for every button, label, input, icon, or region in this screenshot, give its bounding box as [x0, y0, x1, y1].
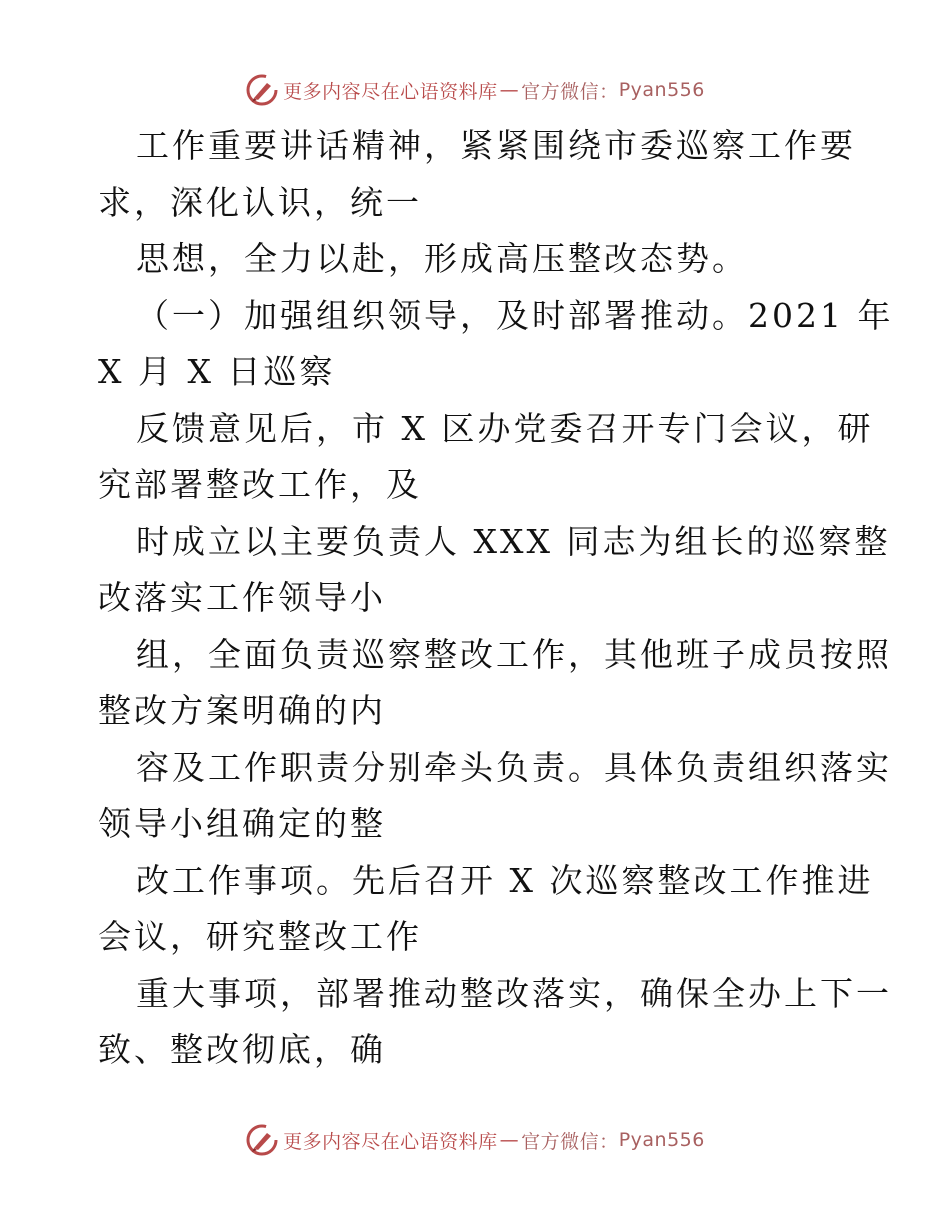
body-text-line: 时成立以主要负责人 XXX 同志为组长的巡察整	[136, 521, 891, 561]
body-text-line: 容及工作职责分别牵头负责。具体负责组织落实	[136, 747, 892, 787]
banner-contact-label: 官方微信：	[521, 80, 619, 103]
body-text-line: 究部署整改工作，及	[98, 465, 422, 504]
body-text-line: 思想，全力以赴，形成高压整改态势。	[136, 239, 748, 278]
body-text-line: 求，深化认识，统一	[98, 182, 422, 222]
body-text-line: （一）加强组织领导，及时部署推动。2021 年	[136, 295, 894, 335]
footer-banner-text	[283, 1127, 705, 1154]
document-body	[98, 118, 894, 1079]
footer-watermark-banner	[0, 1120, 950, 1160]
banner-contact-id: Pyan556	[618, 79, 705, 101]
body-text-line: 会议，研究整改工作	[98, 917, 422, 956]
header-banner-text	[283, 77, 705, 104]
header-watermark-banner	[0, 70, 950, 110]
body-text-line: 组，全面负责巡察整改工作，其他班子成员按照	[136, 634, 892, 674]
brush-pen-logo-icon	[245, 1123, 279, 1157]
body-text-line: 领导小组确定的整	[98, 804, 386, 843]
banner-separator: —	[499, 79, 520, 101]
body-text-line: 反馈意见后，市 X 区办党委召开专门会议，研	[136, 408, 874, 448]
brush-pen-logo-icon	[245, 73, 279, 107]
body-text-line: 工作重要讲话精神，紧紧围绕市委巡察工作要	[136, 126, 856, 165]
body-text-line: X 月 X 日巡察	[98, 352, 336, 391]
banner-separator: —	[499, 1129, 520, 1151]
body-text-line: 整改方案明确的内	[98, 691, 386, 730]
banner-contact-label: 官方微信：	[521, 1130, 619, 1153]
banner-slogan: 更多内容尽在心语资料库	[283, 80, 498, 103]
body-text-line: 重大事项，部署推动整改落实，确保全办上下一	[136, 973, 892, 1013]
body-text-line: 改工作事项。先后召开 X 次巡察整改工作推进	[136, 860, 874, 900]
banner-contact-id: Pyan556	[618, 1129, 705, 1151]
body-text-line: 改落实工作领导小	[98, 578, 386, 617]
banner-slogan: 更多内容尽在心语资料库	[283, 1130, 498, 1153]
body-text-line: 致、整改彻底，确	[98, 1030, 386, 1069]
